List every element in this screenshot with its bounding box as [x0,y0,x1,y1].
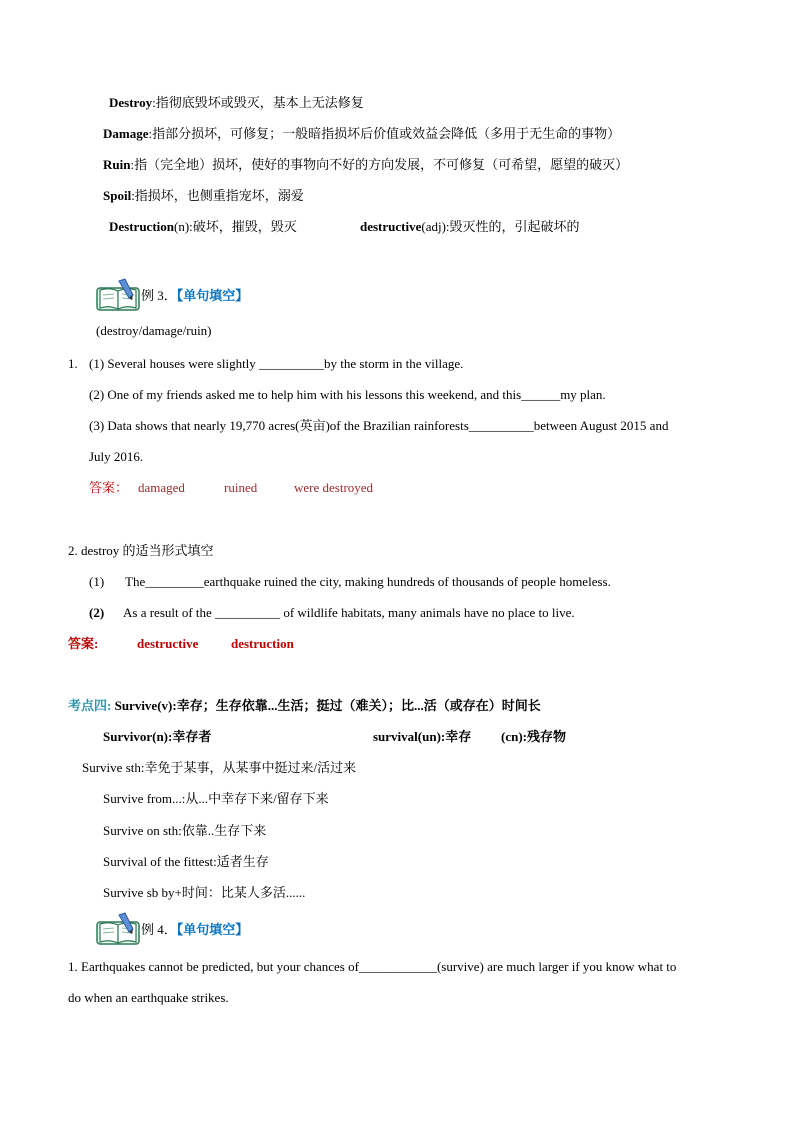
question-2-1: The_________earthquake ruined the city, making hundreds of thousands of people homeless. [125,574,611,589]
def-destruction: Destruction(n):破坏，摧毁，毁灭 [109,219,297,234]
question-1-2: (2) One of my friends asked me to help him with his lessons this weekend, and this______my plan. [89,387,606,402]
example4-question-1: 1. Earthquakes cannot be predicted, but your chances of____________(survive) are much larger if you know what to [68,959,677,974]
question-2-1-num: (1) [89,574,105,589]
def-spoil: Spoil:指损坏，也侧重指宠坏，溺爱 [103,188,304,203]
point4-survival: survival(un):幸存 [373,729,472,744]
answer-blank: __________ [215,605,281,620]
answer-blank: ______ [521,387,561,402]
book-pencil-icon [95,278,141,312]
question-2-2: As a result of the __________ of wildlife habitats, many animals have no place to live. [123,605,575,620]
answer-row-2: 答案: destructive destruction [68,636,294,651]
question-1-1: (1) Several houses were slightly __________by the storm in the village. [89,356,464,371]
def-destroy: Destroy:指彻底毁坏或毁灭，基本上无法修复 [109,95,364,110]
answer-blank: _________ [145,574,204,589]
answer-blank: ____________ [358,959,437,974]
point4-survivor: Survivor(n):幸存者 [103,729,212,744]
usage-item: Survive from...:从...中幸存下来/留存下来 [103,791,329,806]
book-pencil-icon [95,912,141,946]
answer-blank: __________ [468,418,534,433]
question-1-3-cont: July 2016. [89,449,144,464]
question-number: 1. [68,356,78,371]
question-2-head: 2. destroy 的适当形式填空 [68,543,214,558]
example4-question-1-cont: do when an earthquake strikes. [68,990,229,1005]
question-1-3: (3) Data shows that nearly 19,770 acres(英亩)of the Brazilian rainforests__________between August 2015 and [89,418,669,433]
example4-title: 例 4．【单句填空】 [141,922,249,937]
answer-row-1: 答案： damaged ruined were destroyed [89,480,374,495]
usage-item: Survive on sth:依靠..生存下来 [103,823,267,838]
example3-title: 例 3．【单句填空】 [141,288,249,303]
def-ruin: Ruin:指（完全地）损坏，使好的事物向不好的方向发展，不可修复（可希望，愿望的破灭） [103,157,629,172]
answer-blank: __________ [259,356,325,371]
usage-item: Survive sb by+时间：比某人多活...... [103,885,306,900]
example3-options: (destroy/damage/ruin) [96,323,212,338]
usage-item: Survival of the fittest:适者生存 [103,854,269,869]
point4-heading: 考点四: Survive(v):幸存；生存依靠...生活；挺过（难关）；比...活（或存在）时间长 [68,698,541,713]
def-damage: Damage:指部分损坏，可修复；一般暗指损坏后价值或效益会降低（多用于无生命的事物） [103,126,621,141]
def-destructive: destructive(adj):毁灭性的，引起破坏的 [360,219,580,234]
point4-cn: (cn):残存物 [501,729,566,744]
question-2-2-num: (2) [89,605,105,620]
usage-item: Survive sth:幸免于某事，从某事中挺过来/活过来 [82,760,357,775]
